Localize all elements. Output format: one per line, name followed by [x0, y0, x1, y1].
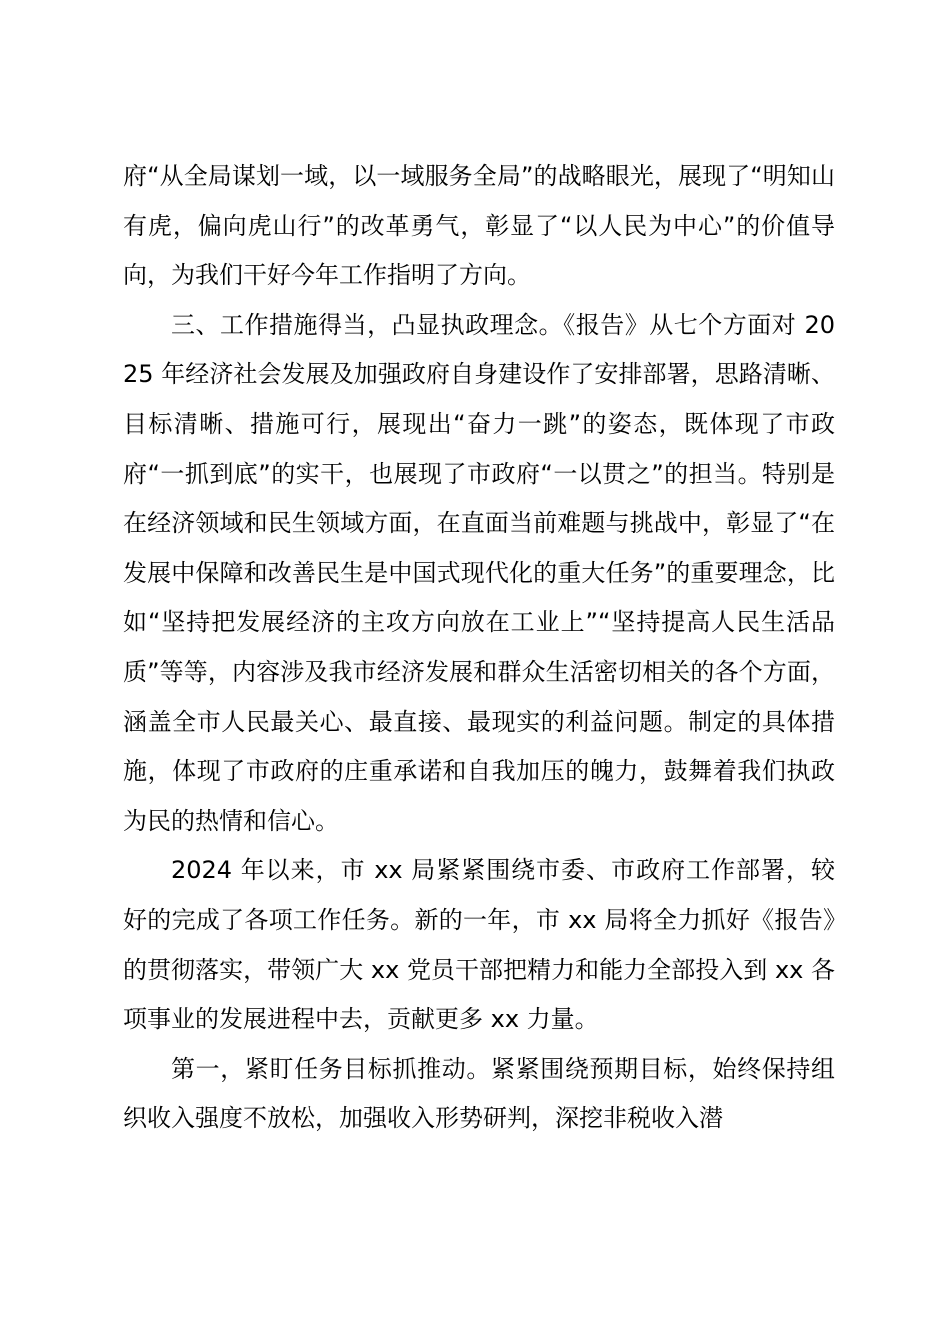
paragraph-continuation: 府“从全局谋划一域，以一域服务全局”的战略眼光，展现了“明知山有虎，偏向虎山行”的改革勇气，彰显了“以人民为中心”的价值导向，为我们干好今年工作指明了方向。: [123, 162, 835, 290]
paragraph-work-measures: 三、工作措施得当，凸显执政理念。《报告》从七个方面对 2025 年经济社会发展及加强政府自身建设作了安排部署，思路清晰、目标清晰、措施可行，展现出“奋力一跳”的姿态，既体现了市政府“一抓到底”的实干，也展现了市政府“一以贯之”的担当。特别是在经济领域和民生领域方面，在直面当前难题与挑战中，彰显了“在发展中保障和改善民生是中国式现代化的重大任务”的重要理念，比如“坚持把发展经济的主攻方向放在工业上”“坚持提高人民生活品质”等等，内容涉及我市经济发展和群众生活密切相关的各个方面，涵盖全市人民最关心、最直接、最现实的利益问题。制定的具体措施，体现了市政府的庄重承诺和自我加压的魄力，鼓舞着我们执政为民的热情和信心。: [123, 310, 835, 835]
document-body: [123, 152, 835, 1144]
paragraph-first-point: 第一，紧盯任务目标抓推动。紧紧围绕预期目标，始终保持组织收入强度不放松，加强收入形势研判，深挖非税收入潜: [123, 1054, 835, 1133]
paragraph-bureau-summary: 2024 年以来，市 xx 局紧紧围绕市委、市政府工作部署，较好的完成了各项工作任务。新的一年，市 xx 局将全力抓好《报告》的贯彻落实，带领广大 xx 党员干部把精力和能力全部投入到 xx 各项事业的发展进程中去，贡献更多 xx 力量。: [123, 856, 835, 1034]
